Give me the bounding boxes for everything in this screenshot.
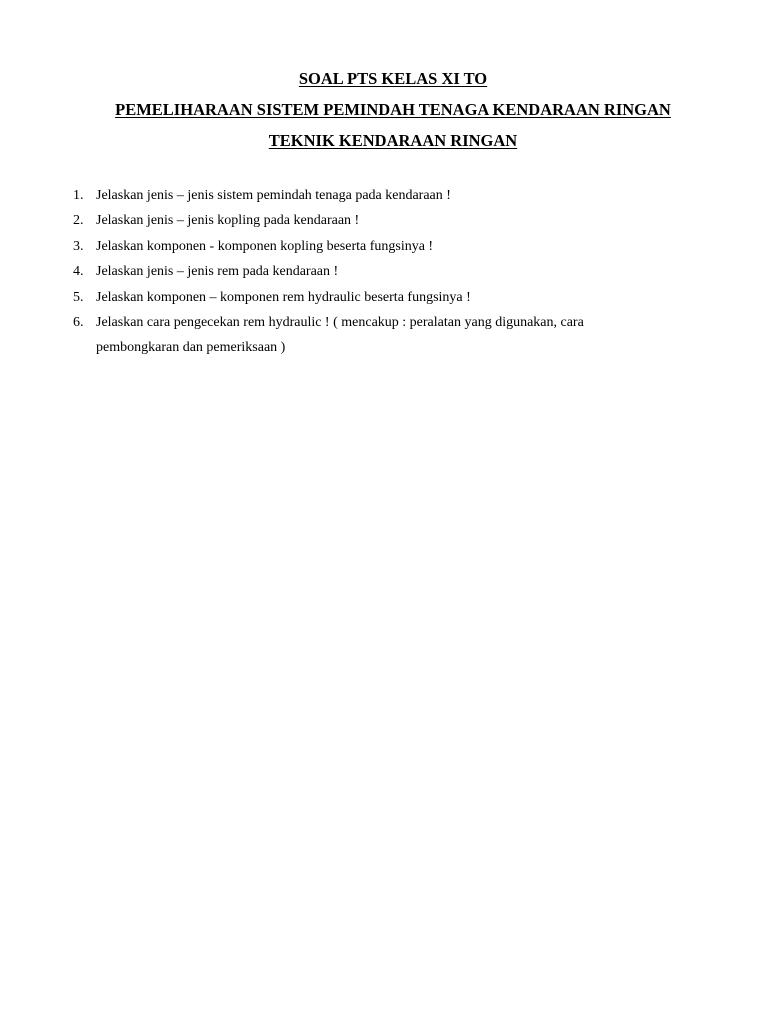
question-text: Jelaskan jenis – jenis sistem pemindah tenaga pada kendaraan !	[96, 188, 451, 203]
document-program-title: TEKNIK KENDARAAN RINGAN	[268, 131, 518, 150]
question-number: 6.	[73, 315, 84, 331]
question-text: Jelaskan jenis – jenis kopling pada kendaraan !	[96, 213, 360, 229]
question-item	[0, 208, 768, 233]
question-item	[0, 285, 768, 310]
question-list	[0, 183, 768, 361]
question-text: Jelaskan komponen - komponen kopling beserta fungsinya !	[96, 238, 434, 254]
question-text: Jelaskan cara pengecekan rem hydraulic ! ( mencakup : peralatan yang digunakan, cara pembongkaran dan pemeriksaan )	[96, 315, 584, 356]
question-number: 1.	[73, 188, 84, 203]
document-title: SOAL PTS KELAS XI TO	[298, 69, 488, 88]
question-item	[0, 259, 768, 284]
question-number: 3.	[73, 238, 84, 254]
question-number: 5.	[73, 289, 84, 305]
question-item	[0, 234, 768, 259]
question-item	[0, 183, 768, 208]
document-subject-title: PEMELIHARAAN SISTEM PEMINDAH TENAGA KENDARAAN RINGAN	[115, 100, 671, 119]
question-text: Jelaskan jenis – jenis rem pada kendaraan !	[96, 264, 339, 280]
question-item	[0, 310, 768, 361]
question-number: 2.	[73, 213, 84, 229]
question-number: 4.	[73, 264, 84, 280]
question-text: Jelaskan komponen – komponen rem hydraulic beserta fungsinya !	[96, 289, 471, 305]
